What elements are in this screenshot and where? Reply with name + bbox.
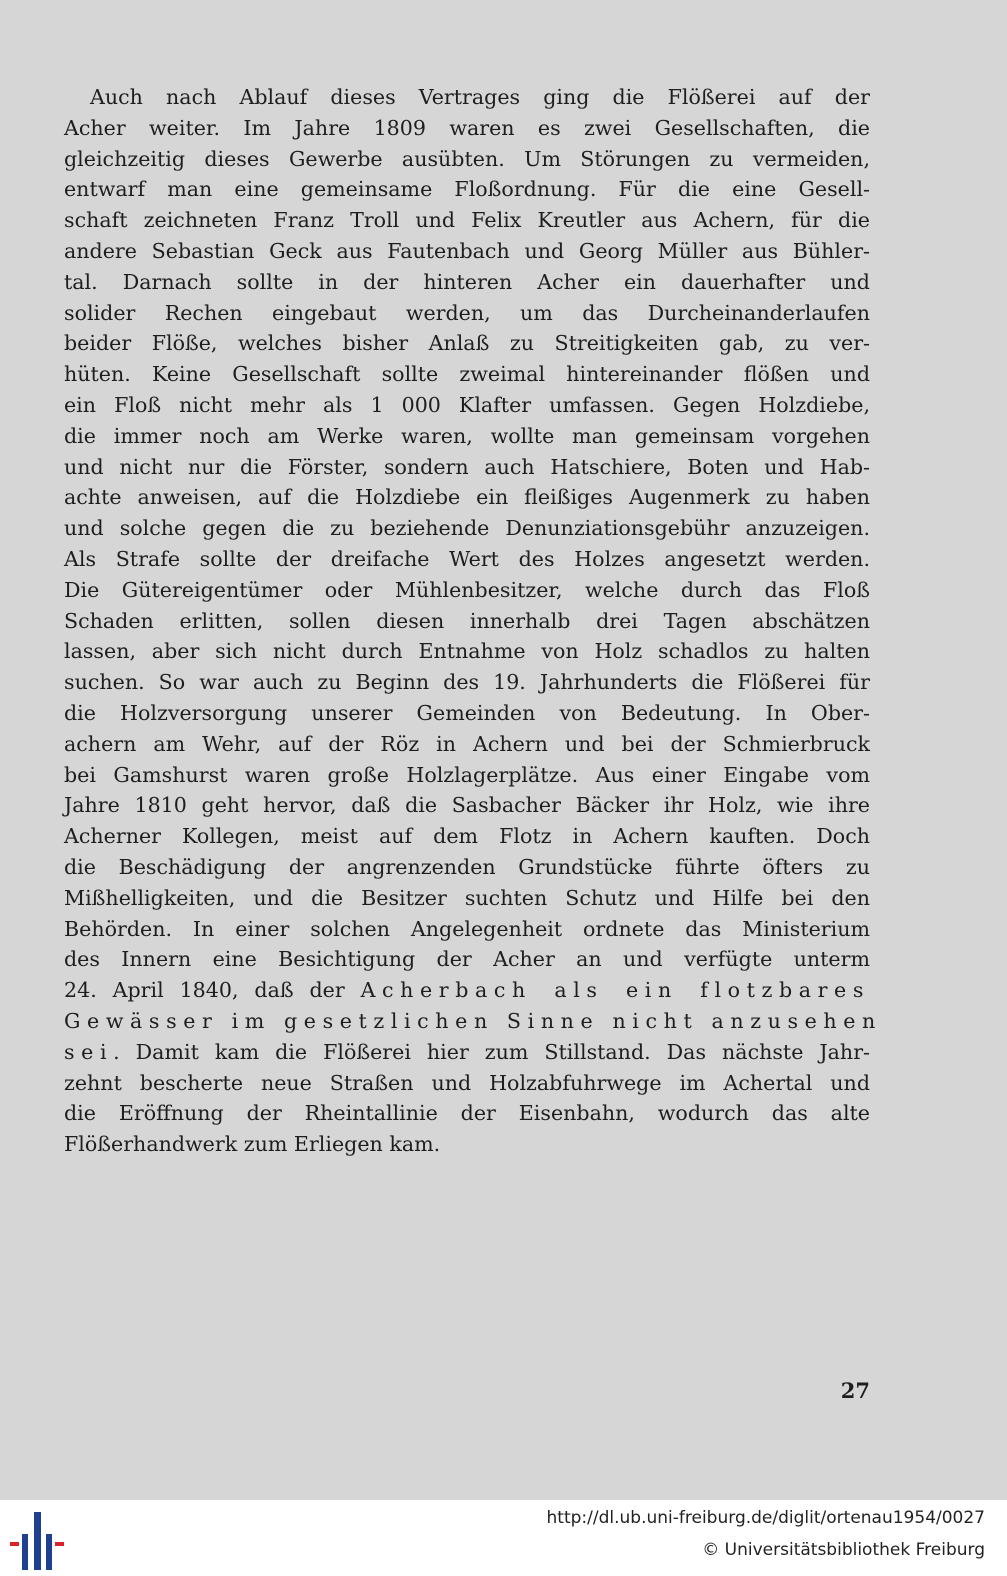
text-line-10: hüten. Keine Gesellschaft sollte zweimal hintereinander flößen und: [64, 362, 870, 387]
ub-freiburg-logo-icon: [10, 1512, 64, 1570]
text-line-6: andere Sebastian Geck aus Fautenbach und Georg Müller aus Bühler-: [64, 238, 870, 263]
text-line-16: Als Strafe sollte der dreifache Wert des Holzes angesetzt werden.: [64, 546, 870, 571]
text-line-22: achern am Wehr, auf der Röz in Achern und bei der Schmierbruck: [64, 731, 870, 756]
text-line-34: die Eröffnung der Rheintallinie der Eisenbahn, wodurch das alte: [64, 1101, 870, 1126]
text-line-7: tal. Darnach sollte in der hinteren Acher ein dauerhafter und: [64, 269, 870, 294]
text-line-19: lassen, aber sich nicht durch Entnahme von Holz schadlos zu halten: [64, 639, 870, 664]
text-line-29: des Innern eine Besichtigung der Acher an und verfügte unterm: [64, 947, 870, 972]
text-line-2: Acher weiter. Im Jahre 1809 waren es zwei Gesellschaften, die: [64, 115, 870, 140]
text-line-35: Flößerhandwerk zum Erliegen kam.: [64, 1132, 441, 1157]
text-line-24: Jahre 1810 geht hervor, daß die Sasbacher Bäcker ihr Holz, wie ihre: [64, 793, 870, 818]
text-line-31: [64, 1006, 882, 1037]
text-line-18: Schaden erlitten, sollen diesen innerhalb drei Tagen abschätzen: [64, 608, 870, 633]
copyright-notice: © Universitätsbibliothek Freiburg: [702, 1540, 985, 1560]
text-line-8: solider Rechen eingebaut werden, um das Durcheinanderlaufen: [64, 300, 870, 325]
text-line-1: Auch nach Ablauf dieses Vertrages ging die Flößerei auf der: [90, 85, 870, 109]
page-number: 27: [840, 1378, 870, 1403]
text-line-32-suffix: . Damit kam die Flößerei hier zum Stillstand. Das nächste Jahr-: [113, 1039, 870, 1064]
emphasis-spaced-text: sei: [64, 1039, 114, 1064]
text-line-3: gleichzeitig dieses Gewerbe ausübten. Um Störungen zu vermeiden,: [64, 146, 870, 171]
footer-bar: [0, 1500, 1007, 1576]
text-line-9: beider Flöße, welches bisher Anlaß zu Streitigkeiten gab, zu ver-: [64, 331, 870, 356]
body-text: [64, 82, 882, 1160]
text-line-27: Mißhelligkeiten, und die Besitzer suchten Schutz und Hilfe bei den: [64, 885, 870, 910]
text-line-11: ein Floß nicht mehr als 1 000 Klafter umfassen. Gegen Holzdiebe,: [64, 392, 870, 417]
text-line-28: Behörden. In einer solchen Angelegenheit ordnete das Ministerium: [64, 916, 870, 941]
text-line-20: suchen. So war auch zu Beginn des 19. Jahrhunderts die Flößerei für: [64, 670, 870, 695]
emphasis-spaced-text: Gewässer im gesetzlichen Sinne nicht anzusehen: [64, 1008, 882, 1033]
text-line-5: schaft zeichneten Franz Troll und Felix Kreutler aus Achern, für die: [64, 208, 870, 233]
text-line-13: und nicht nur die Förster, sondern auch Hatschiere, Boten und Hab-: [64, 454, 870, 479]
text-line-15: und solche gegen die zu beziehende Denunziationsgebühr anzuzeigen.: [64, 516, 870, 541]
text-line-4: entwarf man eine gemeinsame Floßordnung. Für die eine Gesell-: [64, 177, 870, 202]
text-line-21: die Holzversorgung unserer Gemeinden von Bedeutung. In Ober-: [64, 700, 870, 725]
source-url-link[interactable]: http://dl.ub.uni-freiburg.de/diglit/ortenau1954/0027: [546, 1508, 985, 1528]
text-line-30-prefix: 24. April 1840, daß der: [64, 978, 361, 1003]
text-line-25: Acherner Kollegen, meist auf dem Flotz in Achern kauften. Doch: [64, 824, 870, 849]
text-line-12: die immer noch am Werke waren, wollte man gemeinsam vorgehen: [64, 423, 870, 448]
text-line-32: [64, 1037, 870, 1068]
text-line-17: Die Gütereigentümer oder Mühlenbesitzer, welche durch das Floß: [64, 577, 870, 602]
text-line-23: bei Gamshurst waren große Holzlagerplätze. Aus einer Eingabe vom: [64, 762, 870, 787]
text-line-30: [64, 975, 870, 1006]
emphasis-spaced-text: Acherbach als ein flotzbares: [360, 978, 870, 1003]
text-line-14: achte anweisen, auf die Holzdiebe ein fleißiges Augenmerk zu haben: [64, 485, 870, 510]
text-line-33: zehnt bescherte neue Straßen und Holzabfuhrwege im Achertal und: [64, 1070, 870, 1095]
text-line-26: die Beschädigung der angrenzenden Grundstücke führte öfters zu: [64, 854, 870, 879]
